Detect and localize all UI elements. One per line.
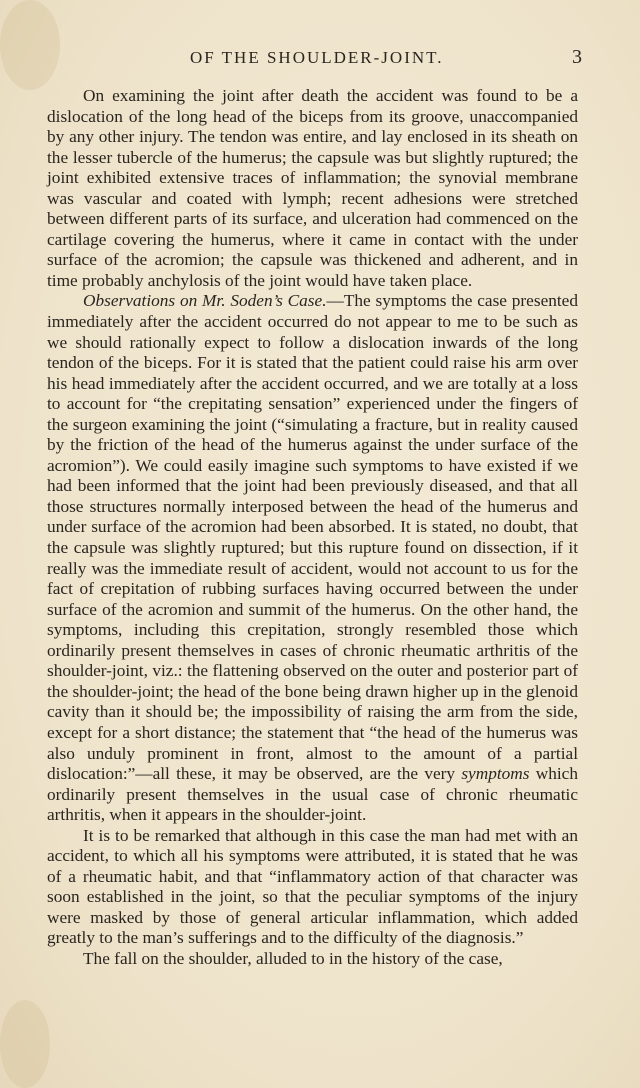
text-run: which ordinarily present themselves in the usual case of chronic rheumatic arthritis, when it appears in the shoulder-joint. — [47, 764, 578, 825]
paragraph-4 — [47, 949, 578, 970]
text-run: On examining the joint after death the accident was found to be a dislocation of the long head of the biceps from its groove, unaccompanied by any other injury. The tendon was entire, and lay enclosed in its sheath on the lesser tubercle of the humerus; the capsule was but slightly ruptured; the joint exhibited extensive traces of inflammation; the synovial membrane was vascular and coated with lymph; recent adhesions were stretched between different parts of its surface, and ulceration had commenced on the cartilage covering the humerus, where it came in contact with the under surface of the acromion; the capsule was thickened and adherent, and in time probably anchylosis of the joint would have taken place. — [47, 86, 578, 290]
paragraph-2 — [47, 291, 578, 825]
running-title: OF THE SHOULDER-JOINT. — [190, 48, 444, 67]
page-number: 3 — [572, 46, 582, 68]
italic-text: Observations on Mr. Soden’s Case. — [83, 291, 327, 311]
text-run: The fall on the shoulder, alluded to in the history of the case, — [83, 948, 503, 968]
page-stain — [0, 0, 60, 90]
running-head — [190, 46, 582, 69]
page-stain — [0, 1000, 50, 1088]
paragraph-1 — [47, 86, 578, 291]
paragraph-3 — [47, 826, 578, 949]
body-text — [47, 86, 578, 970]
italic-text: symptoms — [461, 764, 530, 784]
text-run: —The symptoms the case presented immediately after the accident occurred do not appear to me to be such as we should rationally expect to follow a dislocation inwards of the long tendon of the biceps. For it is stated that the patient could raise his arm over his head immediately after the accident occurred, and we are totally at a loss to account for “the crepitating sensation” experienced under the fingers of the surgeon examining the joint (“simulating a fracture, but in reality caused by the friction of the head of the humerus against the under surface of the acromion”). We could easily imagine such symptoms to have existed if we had been informed that the joint had been previously diseased, and that all those structures normally interposed between the head of the humerus and under surface of the acromion had been absorbed. It is stated, no doubt, that the capsule was slightly ruptured; but this rupture found on dissection, if it really was the immediate result of accident, would not account to us for the fact of crepitation of rubbing surfaces having occurred between the under surface of the acromion and summit of the humerus. On the other hand, the symptoms, including this crepitation, strongly resembled those which ordinarily present themselves in cases of chronic rheumatic arthritis of the shoulder-joint, viz.: the flattening observed on the outer and posterior part of the shoulder-joint; the head of the bone being drawn higher up in the glenoid cavity than it should be; the impossibility of raising the arm from the side, except for a short distance; the statement that “the head of the humerus was also unduly prominent in front, almost to the amount of a partial dislocation:”—all these, it may be observed, are the very — [47, 291, 578, 784]
text-run: It is to be remarked that although in this case the man had met with an accident, to which all his symptoms were attributed, it is stated that he was of a rheumatic habit, and that “inflammatory action of that character was soon established in the joint, so that the peculiar symptoms of the injury were masked by those of general articular inflammation, which added greatly to the man’s sufferings and to the difficulty of the diagnosis.” — [47, 825, 578, 948]
